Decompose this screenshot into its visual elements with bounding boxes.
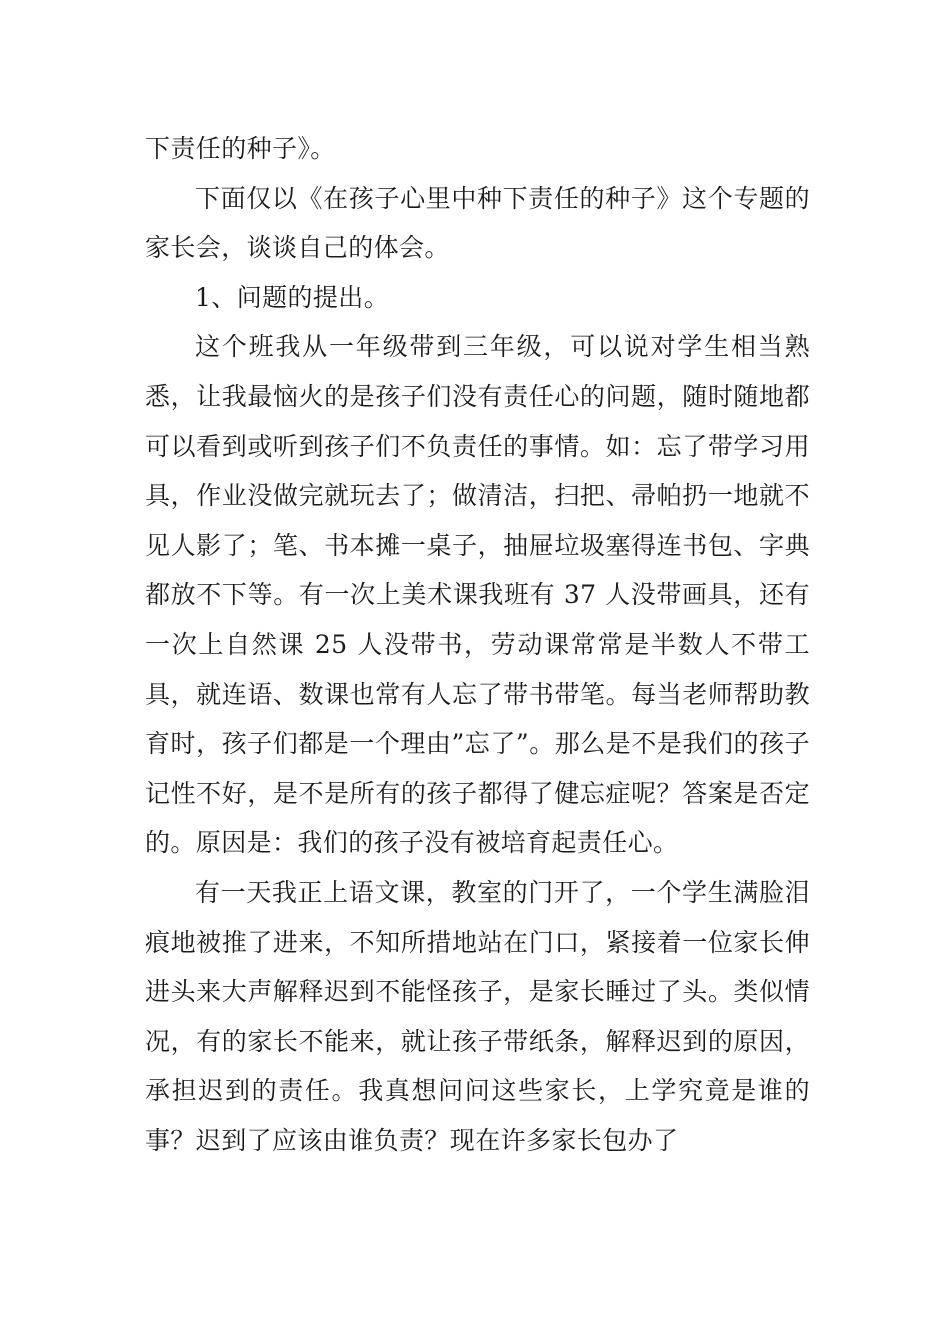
paragraph-1: 下责任的种子》。 [145, 134, 336, 163]
paragraph-2: 下面仅以《在孩子心里中种下责任的种子》这个专题的家长会，谈谈自己的体会。 [145, 183, 810, 263]
paragraph-5: 有一天我正上语文课，教室的门开了，一个学生满脸泪痕地被推了进来，不知所措地站在门口，紧接着一位家长伸进头来大声解释迟到不能怪孩子，是家长睡过了头。类似情况，有的家长不能来，就让孩子带纸条，解释迟到的原因，承担迟到的责任。我真想问问这些家长，上学究竟是谁的事？迟到了应该由谁负责？现在许多家长包办了 [145, 877, 810, 1155]
paragraph-3: 1、问题的提出。 [195, 282, 390, 312]
document-page [145, 124, 810, 1165]
paragraph-4: 这个班我从一年级带到三年级，可以说对学生相当熟悉，让我最恼火的是孩子们没有责任心的问题，随时随地都可以看到或听到孩子们不负责任的事情。如：忘了带学习用具，作业没做完就玩去了；做清洁，扫把、帚帕扔一地就不见人影了；笔、书本摊一桌子，抽屉垃圾塞得连书包、字典都放不下等。有一次上美术课我班有 37 人没带画具，还有一次上自然课 25 人没带书，劳动课常常是半数人不带工具，就连语、数课也常有人忘了带书带笔。每当老师帮助教育时，孩子们都是一个理由”忘了”。那么是不是我们的孩子记性不好，是不是所有的孩子都得了健忘症呢？答案是否定的。原因是：我们的孩子没有被培育起责任心。 [145, 332, 810, 858]
